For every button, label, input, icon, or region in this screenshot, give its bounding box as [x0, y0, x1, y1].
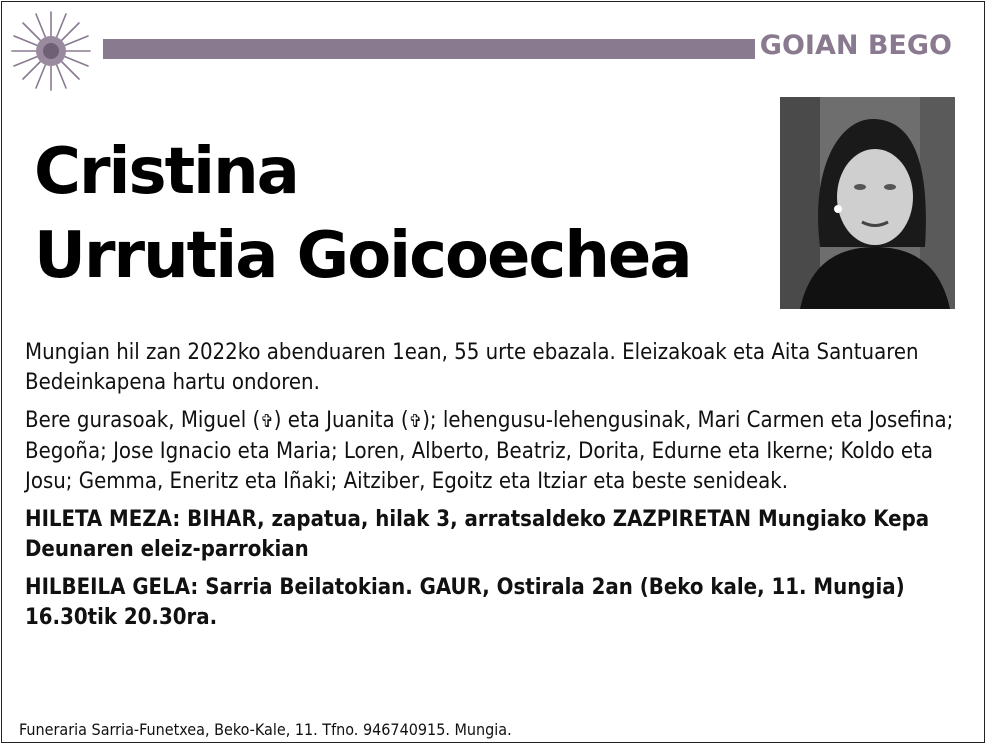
- funeral-home-footer: Funeraria Sarria-Funetxea, Beko-Kale, 11. Tfno. 946740915. Mungia.: [19, 720, 512, 739]
- notice-body: [25, 338, 975, 641]
- wake-room-paragraph: HILBEILA GELA: Sarria Beilatokian. GAUR, Ostirala 2an (Beko kale, 11. Mungia) 16.30tik 20.30ra.: [25, 575, 905, 630]
- cross-icon: ✞: [408, 411, 423, 432]
- intro-paragraph: Mungian hil zan 2022ko abenduaren 1ean, 55 urte ebazala. Eleizakoak eta Aita Santuaren Bedeinkapena hartu ondoren.: [25, 340, 919, 395]
- deceased-name: [34, 130, 691, 298]
- cross-icon: ✞: [260, 411, 274, 432]
- header-accent-bar: [103, 39, 755, 59]
- portrait-photo: [780, 97, 955, 309]
- surnames: Urrutia Goicoechea: [34, 219, 691, 293]
- thistle-flower-icon: [6, 8, 96, 94]
- family-paragraph: Bere gurasoak, Miguel (✞) eta Juanita (✞); lehengusu-lehengusinak, Mari Carmen eta Josefina; Begoña; Jose Ignacio eta Maria; Loren, Alberto, Beatriz, Dorita, Edurne eta Ikerne; Koldo eta Josu; Gemma, Eneritz eta Iñaki; Aitziber, Egoitz eta Itziar eta beste senideak.: [25, 408, 954, 494]
- section-label: GOIAN BEGO: [759, 30, 952, 61]
- first-name: Cristina: [34, 135, 298, 209]
- funeral-mass-paragraph: HILETA MEZA: BIHAR, zapatua, hilak 3, arratsaldeko ZAZPIRETAN Mungiako Kepa Deunaren eleiz-parrokian: [25, 507, 930, 562]
